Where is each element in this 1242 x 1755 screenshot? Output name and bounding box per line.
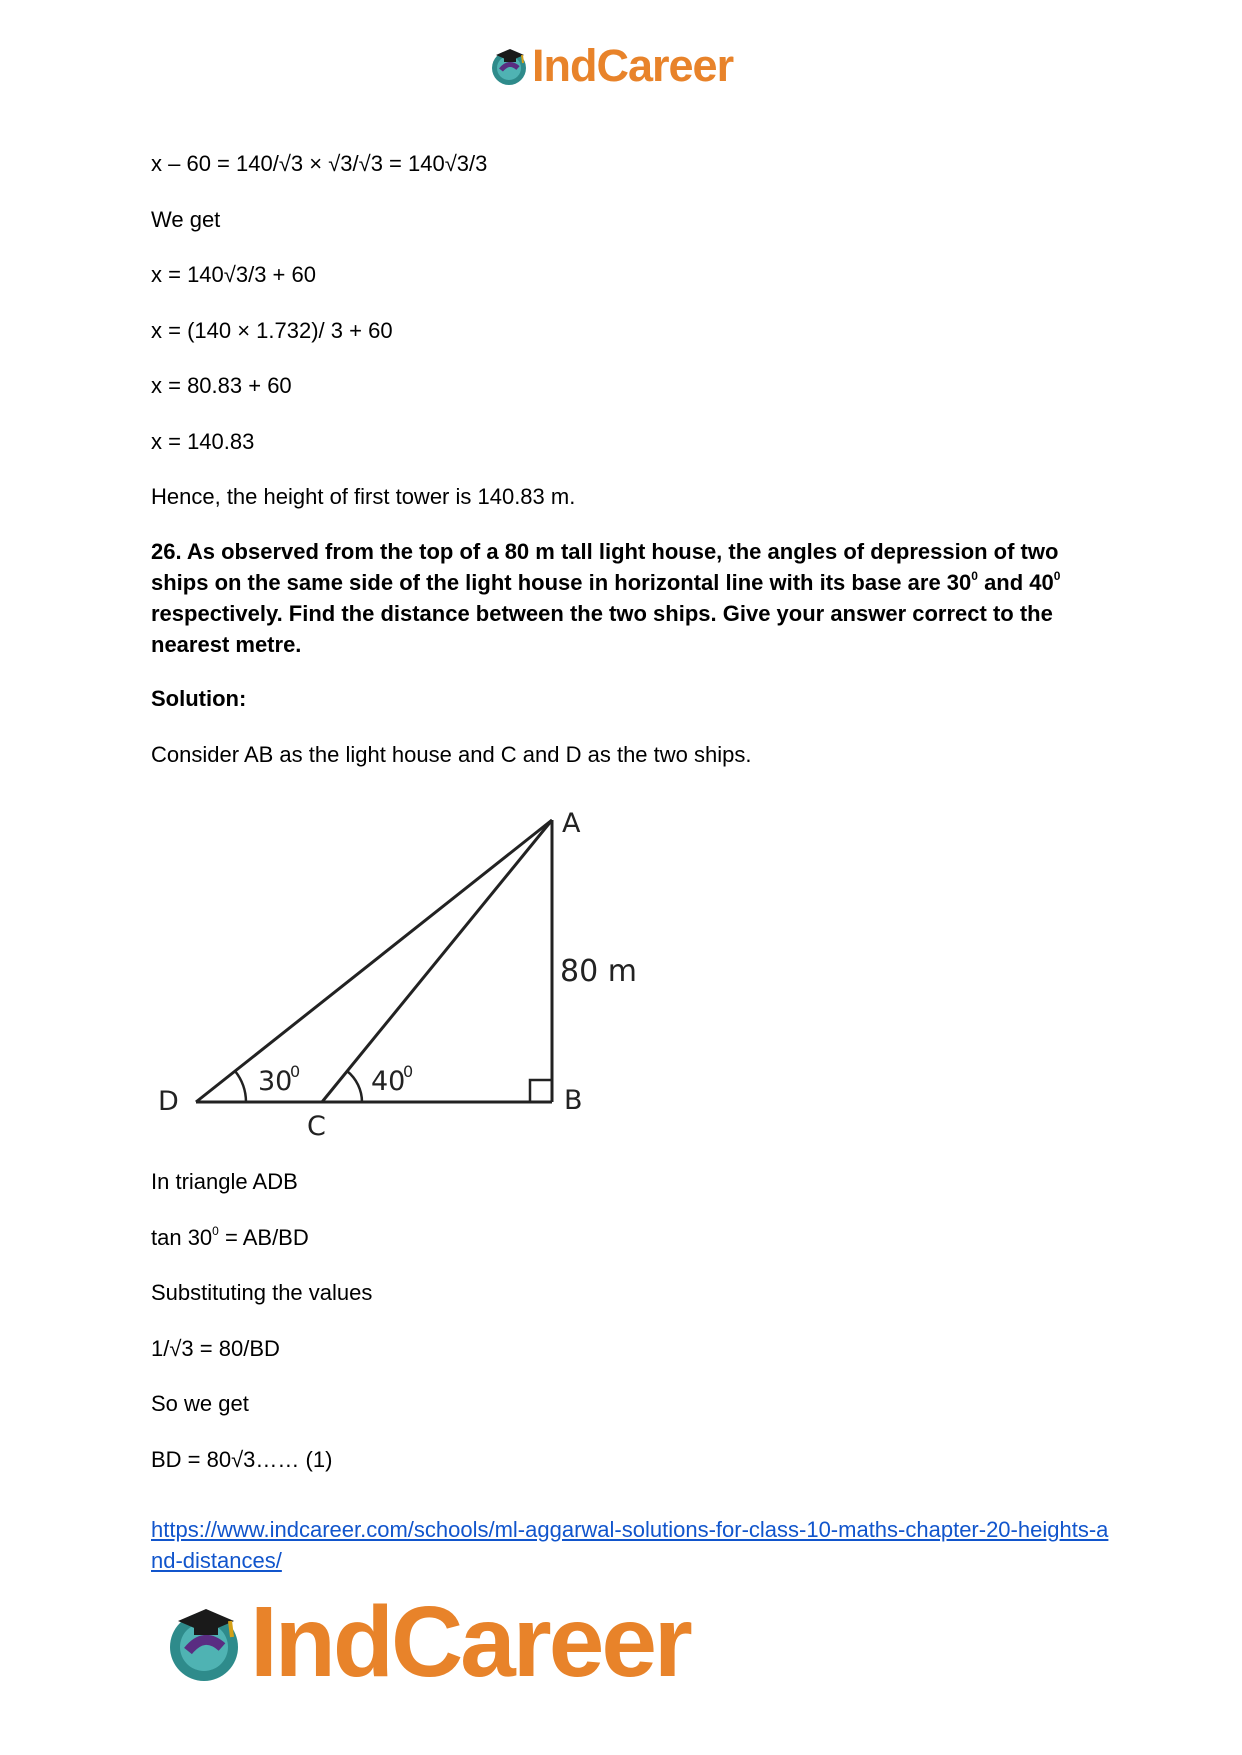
text-line-so-we-get: So we get xyxy=(151,1391,249,1416)
triangle-diagram xyxy=(150,800,650,1145)
solution-label: Solution: xyxy=(151,686,247,711)
tan-prefix: tan 30 xyxy=(151,1225,213,1250)
header-logo xyxy=(488,40,733,92)
label-c: C xyxy=(307,1111,326,1142)
equation-line-6: 1/√3 = 80/BD xyxy=(151,1336,280,1361)
question-text-2: and 40 xyxy=(977,570,1054,595)
source-link[interactable]: https://www.indcareer.com/schools/ml-aggarwal-solutions-for-class-10-maths-chapter-20-heights-and-distances/ xyxy=(151,1517,1109,1573)
equation-line-5: x = 140.83 xyxy=(151,429,255,454)
graduation-cap-icon xyxy=(488,46,530,86)
right-angle-mark xyxy=(530,1080,552,1102)
height-label: 80 m xyxy=(560,954,637,989)
equation-line-2: x = 140√3/3 + 60 xyxy=(151,262,316,287)
tan-line xyxy=(151,1222,309,1253)
question-text-1: 26. As observed from the top of a 80 m tall light house, the angles of depression of two ships on the same side of the light house in horizontal line with its base are 30 xyxy=(151,539,1059,595)
label-d: D xyxy=(158,1086,179,1117)
label-b: B xyxy=(564,1085,583,1116)
text-line-substituting: Substituting the values xyxy=(151,1280,373,1305)
question-text-3: respectively. Find the distance between the two ships. Give your answer correct to the nearest metre. xyxy=(151,601,1053,657)
angle-label-c: 40 xyxy=(371,1066,406,1097)
graduation-cap-icon xyxy=(162,1601,246,1685)
footer-logo-text: IndCareer xyxy=(250,1586,690,1698)
angle-label-d: 30 xyxy=(258,1066,293,1097)
equation-line-4: x = 80.83 + 60 xyxy=(151,373,292,398)
equation-line-1: x – 60 = 140/√3 × √3/√3 = 140√3/3 xyxy=(151,151,488,176)
text-line-triangle: In triangle ADB xyxy=(151,1169,298,1194)
equation-line-7: BD = 80√3…… (1) xyxy=(151,1447,333,1472)
degree-superscript: 0 xyxy=(971,568,978,583)
line-c-a xyxy=(322,820,552,1102)
equation-line-3: x = (140 × 1.732)/ 3 + 60 xyxy=(151,318,393,343)
line-d-a xyxy=(196,820,552,1102)
angle-degree-d: 0 xyxy=(290,1062,301,1081)
angle-arc-c xyxy=(347,1071,362,1102)
header-logo-text: IndCareer xyxy=(532,40,734,91)
degree-superscript: 0 xyxy=(1053,568,1061,583)
label-a: A xyxy=(562,808,581,839)
question-26 xyxy=(151,536,1081,660)
degree-superscript: 0 xyxy=(212,1223,219,1238)
footer-logo xyxy=(162,1585,690,1700)
text-line-we-get: We get xyxy=(151,207,221,232)
consider-line: Consider AB as the light house and C and D as the two ships. xyxy=(151,742,752,767)
conclusion-line: Hence, the height of first tower is 140.83 m. xyxy=(151,484,576,509)
tan-suffix: = AB/BD xyxy=(218,1225,309,1250)
angle-degree-c: 0 xyxy=(403,1062,414,1081)
angle-arc-d xyxy=(235,1071,246,1102)
